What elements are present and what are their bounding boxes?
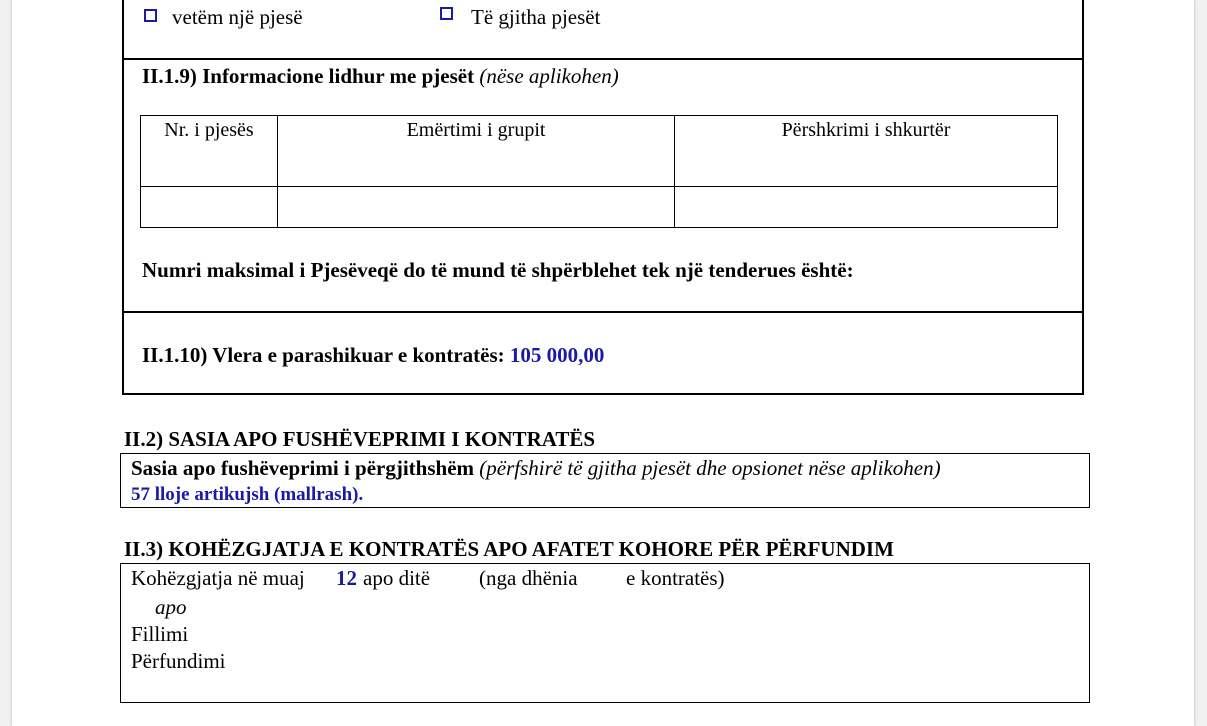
scope-note: (përfshirë të gjitha pjesët dhe opsionet nëse aplikohen) bbox=[479, 456, 941, 480]
section-2-1-10 bbox=[142, 343, 604, 368]
table-row bbox=[141, 187, 1058, 228]
table-header-cell: Nr. i pjesës bbox=[141, 116, 278, 187]
or-label: apo bbox=[155, 595, 187, 619]
scope-line bbox=[131, 456, 941, 481]
max-lots-text: Numri maksimal i Pjesëveqë do të mund të shpërblehet tek një tenderues është: bbox=[142, 258, 854, 282]
estimated-value: 105 000,00 bbox=[509, 343, 605, 367]
estimated-value-label: II.1.10) Vlera e parashikuar e kontratës: bbox=[142, 343, 505, 367]
section-2-1-9-heading bbox=[142, 64, 619, 89]
table-cell[interactable] bbox=[278, 187, 675, 228]
section-2-3-heading: II.3) KOHËZGJATJA E KONTRATËS APO AFATET KOHORE PËR PËRFUNDIM bbox=[124, 537, 894, 561]
table-header-row bbox=[141, 116, 1058, 187]
section-2-1-9-title: II.1.9) Informacione lidhur me pjesët bbox=[142, 64, 475, 88]
duration-months: 12 bbox=[336, 566, 357, 590]
end-date-label: Përfundimi bbox=[131, 649, 226, 673]
checkbox-all-lots[interactable] bbox=[440, 7, 453, 20]
scope-value: 57 lloje artikujsh (mallrash). bbox=[131, 484, 364, 505]
checkbox-one-lot[interactable] bbox=[144, 9, 157, 22]
lots-table bbox=[140, 115, 1058, 228]
section-2-2-heading: II.2) SASIA APO FUSHËVEPRIMI I KONTRATËS bbox=[124, 427, 596, 451]
divider bbox=[122, 58, 1084, 60]
table-cell[interactable] bbox=[675, 187, 1058, 228]
divider bbox=[122, 311, 1084, 313]
option-all-lots-label: Të gjitha pjesët bbox=[471, 5, 601, 29]
scope-label: Sasia apo fushëveprimi i përgjithshëm bbox=[131, 456, 475, 480]
duration-prefix: Kohëzgjatja në muaj bbox=[131, 566, 305, 590]
start-date-label: Fillimi bbox=[131, 622, 189, 646]
table-header-cell: Emërtimi i grupit bbox=[278, 116, 675, 187]
section-2-1-9-note: (nëse aplikohen) bbox=[479, 64, 619, 88]
duration-contract-label: e kontratës) bbox=[626, 566, 725, 590]
option-one-lot-label: vetëm një pjesë bbox=[172, 5, 303, 29]
duration-days-label: apo ditë bbox=[363, 566, 431, 590]
document-page bbox=[12, 0, 1194, 726]
table-cell[interactable] bbox=[141, 187, 278, 228]
table-header-cell: Përshkrimi i shkurtër bbox=[675, 116, 1058, 187]
duration-from-label: (nga dhënia bbox=[479, 566, 578, 590]
